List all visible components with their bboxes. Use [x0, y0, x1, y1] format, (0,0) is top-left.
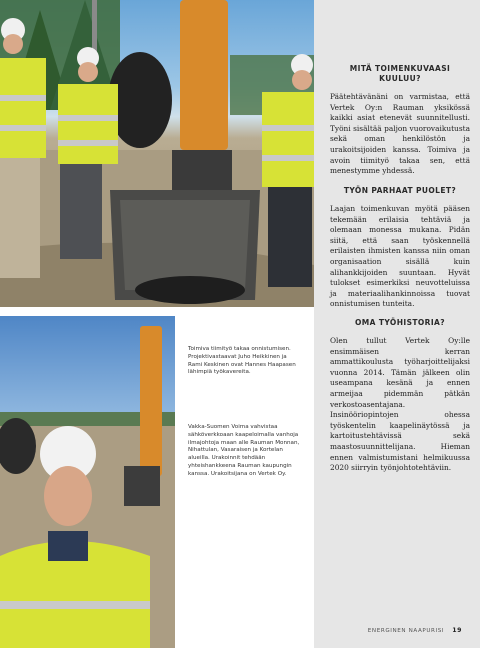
section-body: Laajan toimenkuvan myötä pääsen tekemään erilaisia tehtäviä ja olemaan monessa mukana. Pidän siitä, että saan työskennellä erilaisten ihmisten kanssa niin oman organisaation sisällä kuin alihankkijoiden suuntaan. Hyvät tulokset esimerkiksi neuvotteluissa ja materiaalihankinnoissa tuovat onnistumisen tunteita.: [330, 204, 470, 309]
interview-section-role: [330, 64, 470, 177]
section-heading: MITÄ TOIMENKUVAASI KUULUU?: [349, 64, 451, 83]
page-footer: [368, 627, 462, 634]
photo-caption-team: Toimiva tiimityö takaa onnistumisen. Projektivastaavat Juho Heikkinen ja Rami Keskinen ovat Hannes Haapasen lähimpiä työkavereita.: [188, 346, 296, 376]
team-photo: [0, 0, 314, 307]
portrait-photo: [0, 316, 175, 648]
section-heading: OMA TYÖHISTORIA?: [355, 318, 445, 327]
page-number: 19: [452, 627, 462, 634]
photo-caption-cabling: Vakka-Suomen Voima vahvistaa sähköverkkoaan kaapeloimalla vanhoja ilmajohtoja maan alle Rauman Monnan, Nihattulan, Vasaraisen ja Kortelan alueilla. Urakoinnit tehdään yhteishankkeena Rauman kaupungin kanssa. Urakoitsijana on Vertek Oy.: [188, 424, 300, 477]
interview-section-best-parts: [330, 186, 470, 310]
section-body: Päätehtävänäni on varmistaa, että Vertek Oy:n Rauman yksikössä kaikki asiat etenevät suunnitellusti. Työni sisältää paljon vuorovaikutusta sekä oman henkilöstön ja urakoitsijoiden kanssa. Toimiva ja avoin tiimityö takaa sen, että menestymme yhdessä.: [330, 92, 470, 176]
section-heading: TYÖN PARHAAT PUOLET?: [343, 186, 457, 195]
magazine-name: ENERGINEN NAAPURISI: [367, 628, 445, 634]
interview-section-work-history: [330, 318, 470, 474]
interview-column: [314, 0, 480, 648]
section-body: Olen tullut Vertek Oy:lle ensimmäisen kerran ammattikoulusta työharjoittelijaksi vuonna 2014. Tämän jälkeen olin useampana kesänä ja ennen armeijaa pidemmän pätkän verkostoasentajana. Insinööriopintojen ohessa työskentelin kaapelinäytössä ja kartoitustehtävissä sekä maastosuunnittelijana. Hieman ennen valmistumistani helmikuussa 2020 siirryin työnjohtotehtäviin.: [330, 336, 470, 473]
